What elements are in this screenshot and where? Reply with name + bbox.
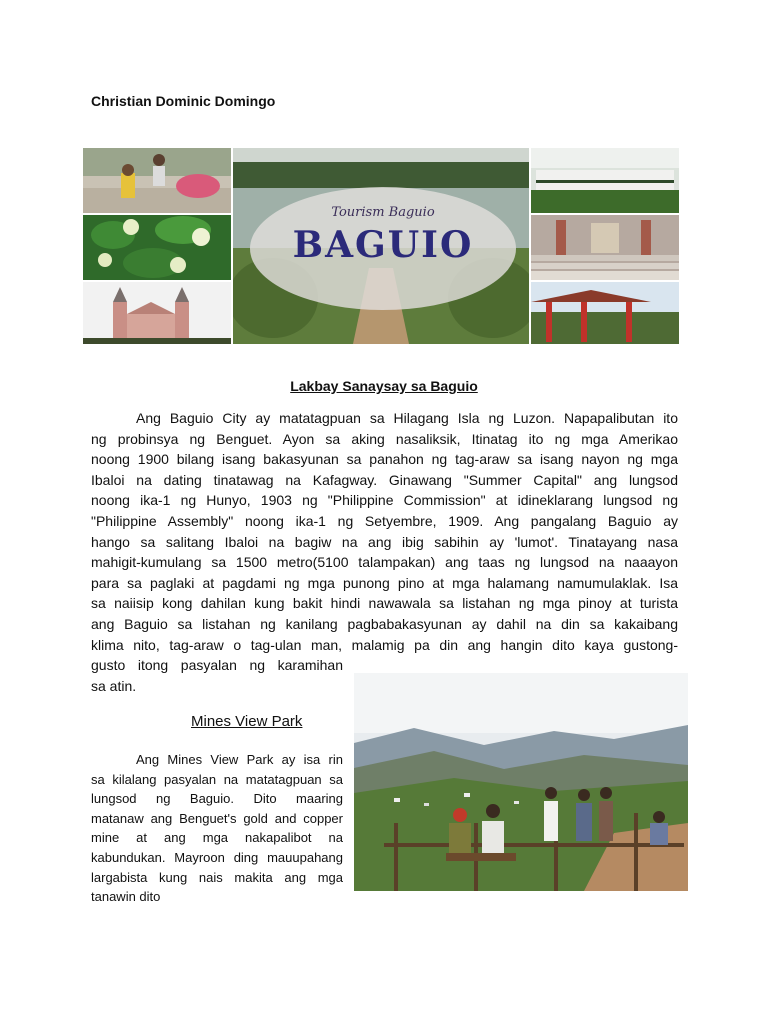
section-line: kabundukan. Mayroon ding mauupahang bbox=[91, 849, 343, 865]
paragraph-line: para sa paglaki at pagdami ng mga punong pino at mga halamang namumulaklak. Isa bbox=[91, 574, 678, 591]
paragraph-line: ng probinsya ng Benguet. Ayon sa aking nasaliksik, Itinatag ito ng mga Amerikao bbox=[91, 430, 678, 447]
badge-title: BAGUIO bbox=[292, 224, 474, 266]
collage-photo-temple-stairs bbox=[531, 215, 679, 280]
section-line: matanaw ang Benguet's gold and copper bbox=[91, 810, 343, 826]
paragraph-line: noong ika-1 ng Hunyo, 1903 ng "Philippine Commission" at idineklarang lungsod ng bbox=[91, 492, 678, 509]
section-line: Ang Mines View Park ay isa rin bbox=[136, 752, 343, 767]
mines-view-park-photo bbox=[354, 673, 688, 891]
essay-title: Lakbay Sanaysay sa Baguio bbox=[290, 378, 478, 394]
paragraph-line: gusto itong pasyalan ng karamihan bbox=[91, 657, 343, 674]
essay-paragraph bbox=[91, 408, 678, 696]
paragraph-line: ang Baguio sa listahan ng kanilang pagbabakasyunan ay dahil na din sa kakaibang bbox=[91, 615, 678, 632]
section-paragraph bbox=[91, 750, 343, 907]
collage-photo-cathedral bbox=[83, 282, 231, 344]
paragraph-line: sa atin. bbox=[91, 677, 137, 694]
paragraph-line: Ibaloi na dating tinatawag na Kafagway. Ginawang "Summer Capital" ang lungsod bbox=[91, 471, 678, 488]
collage-photo-horse-ride bbox=[83, 148, 231, 213]
section-title: Mines View Park bbox=[191, 713, 303, 730]
paragraph-line: "Philippine Assembly" noong ika-1 ng Setyembre, 1909. Ang pangalang Baguio ay bbox=[91, 512, 678, 529]
paragraph-line: mahigit-kumulang sa 1500 metro(5100 talampakan) ang taas ng lungsod na naaayon bbox=[91, 554, 678, 571]
paragraph-line: sa naiisip kong dahilan kung bakit hindi nawawala sa listahan ng mga pinoy at turista bbox=[91, 595, 678, 612]
section-line: tanawin dito bbox=[91, 889, 161, 905]
section-line: largabista kung nais makita ang mga bbox=[91, 869, 343, 885]
collage-photo-government-building bbox=[531, 148, 679, 213]
badge-tagline: Tourism Baguio bbox=[331, 205, 435, 220]
paragraph-line: noong 1900 bilang isang bakasyunan sa panahon ng tag-araw sa isang nayon ng mga bbox=[91, 451, 678, 468]
section-line: mine at ang mga nakapalibot na bbox=[91, 830, 343, 846]
author-name: Christian Dominic Domingo bbox=[91, 93, 276, 109]
collage-photo-pagoda bbox=[531, 282, 679, 344]
paragraph-line: Ang Baguio City ay matatagpuan sa Hilagang Isla ng Luzon. Napapalibutan ito bbox=[136, 410, 678, 426]
paragraph-line: hango sa salitang Ibaloi na bagiw na ang ibig sabihin ay 'lumot'. Tinatayang nasa bbox=[91, 533, 678, 550]
section-line: lungsod ng Baguio. Dito maaring bbox=[91, 791, 343, 807]
section-line: sa kilalang pasyalan na matatagpuan sa bbox=[91, 771, 343, 787]
collage-photo-flowers bbox=[83, 215, 231, 280]
paragraph-line: klima nito, tag-araw o tag-ulan man, malamig pa din ang hangin dito kaya gustong- bbox=[91, 636, 678, 653]
baguio-badge-logo bbox=[250, 187, 516, 310]
